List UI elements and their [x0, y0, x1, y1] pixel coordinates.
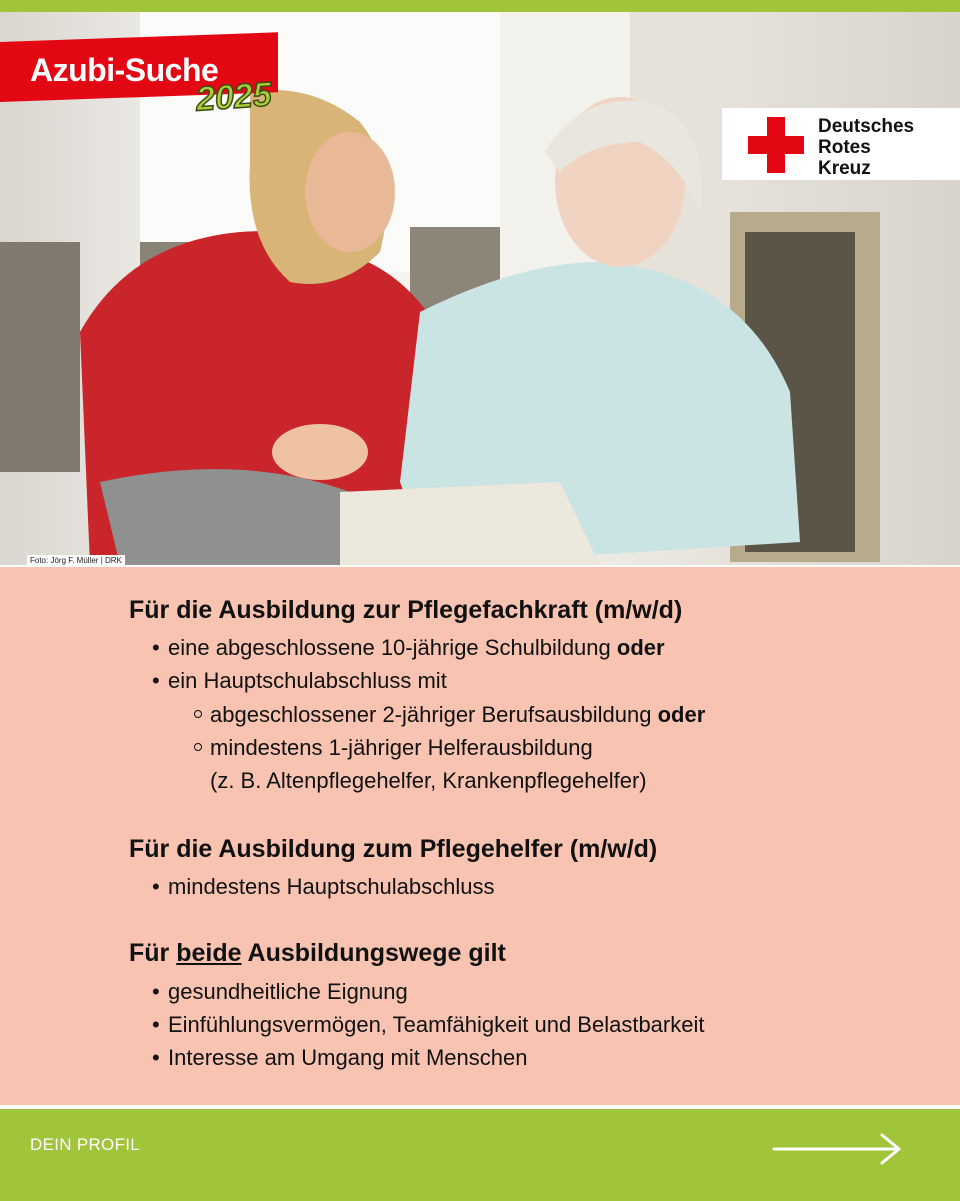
sub-list-item-bold: oder	[657, 702, 706, 727]
list-item-text: ein Hauptschulabschluss mit	[168, 668, 447, 693]
sub-list-item-text: mindestens 1-jähriger Helferausbildung	[210, 735, 593, 760]
requirements-panel	[0, 565, 960, 1105]
list-item: • mindestens Hauptschulabschluss	[152, 874, 495, 899]
drk-logo-line-1: Deutsches	[818, 116, 915, 137]
list-item-text: Interesse am Umgang mit Menschen	[168, 1045, 528, 1070]
section-title-beide: Für beide Ausbildungswege gilt	[129, 939, 506, 967]
list-item: • Interesse am Umgang mit Menschen	[152, 1045, 528, 1070]
drk-logo-line-3: Kreuz	[818, 158, 871, 179]
sub-list-item	[194, 702, 705, 728]
sub-list-item-note: (z. B. Altenpflegehelfer, Krankenpflegehelfer)	[210, 768, 647, 793]
list-item: • gesundheitliche Eignung	[152, 979, 408, 1004]
list-item-text: gesundheitliche Eignung	[168, 979, 408, 1004]
section-title-pflegehelfer: Für die Ausbildung zum Pflegehelfer (m/w/d)	[129, 835, 658, 863]
hero-photo	[0, 12, 960, 565]
arrow-right-icon[interactable]	[772, 1131, 904, 1167]
photo-credit: Foto: Jörg F. Müller | DRK	[27, 555, 125, 565]
azubi-badge-year: 2025	[194, 75, 273, 119]
section-title-pflegefachkraft: Für die Ausbildung zur Pflegefachkraft (m/w/d)	[129, 596, 683, 624]
azubi-badge-title: Azubi-Suche	[30, 52, 219, 88]
footer-bar[interactable]	[0, 1107, 960, 1201]
top-accent-bar	[0, 0, 960, 12]
list-item: • ein Hauptschulabschluss mit	[152, 668, 447, 693]
list-item: • Einfühlungsvermögen, Teamfähigkeit und Belastbarkeit	[152, 1012, 705, 1037]
list-item: • eine abgeschlossene 10-jährige Schulbildung oder	[152, 635, 665, 660]
footer-label: DEIN PROFIL	[30, 1135, 141, 1154]
list-item-text: Einfühlungsvermögen, Teamfähigkeit und Belastbarkeit	[168, 1012, 705, 1037]
list-item-bold: oder	[616, 635, 665, 660]
list-item-text: mindestens Hauptschulabschluss	[168, 874, 495, 899]
drk-logo-text	[818, 116, 914, 179]
drk-logo-line-2: Rotes	[818, 137, 871, 158]
drk-logo	[722, 108, 960, 180]
circle-bullet-icon	[194, 743, 202, 751]
list-item-text: eine abgeschlossene 10-jährige Schulbildung	[168, 635, 617, 660]
underlined-word: beide	[176, 939, 242, 967]
red-cross-icon	[748, 117, 804, 173]
circle-bullet-icon	[194, 710, 202, 718]
sub-list-item	[194, 735, 593, 761]
sub-list-item-text: abgeschlossener 2-jähriger Berufsausbildung	[210, 702, 658, 727]
